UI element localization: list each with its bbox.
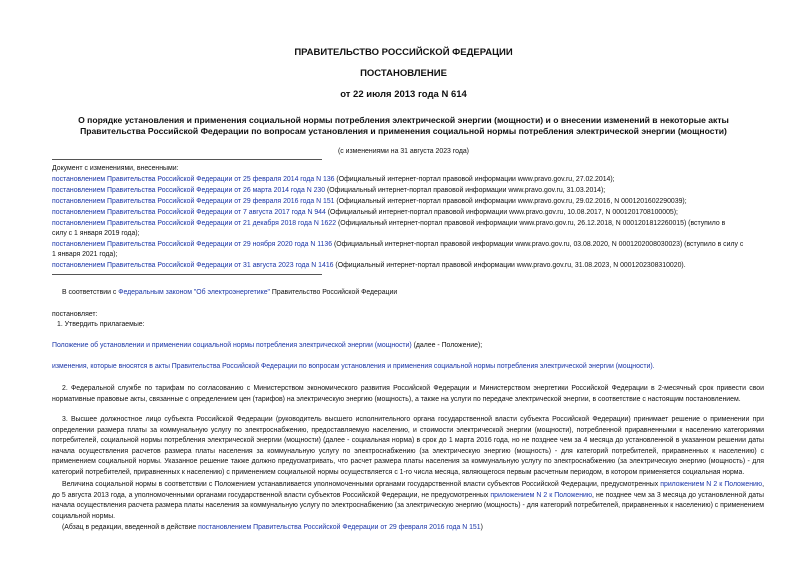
change-item-cont: силу с 1 января 2019 года); xyxy=(52,230,140,237)
change-link[interactable]: постановлением Правительства Российской Федерации от 26 марта 2014 года N 230 xyxy=(52,187,326,194)
appendix-2-link[interactable]: приложением N 2 к Положению xyxy=(660,481,763,488)
change-item: постановлением Правительства Российской Федерации от 21 декабря 2018 года N 1622 (Официальный интернет-портал правовой информации www.pravo.gov.ru, 26.12.2018, N 0001201812260015) (вступило в xyxy=(52,220,726,227)
change-item: постановлением Правительства Российской Федерации от 25 февраля 2014 года N 136 (Официальный интернет-портал правовой информации www.pravo.gov.ru, 27.02.2014); xyxy=(52,176,615,183)
edition-note: (Абзац в редакции, введенной в действие постановлением Правительства Российской Федерации от 29 февраля 2016 года N 151) xyxy=(62,524,483,531)
change-link[interactable]: постановлением Правительства Российской Федерации от 21 декабря 2018 года N 1622 xyxy=(52,220,337,227)
change-link[interactable]: постановлением Правительства Российской Федерации от 7 августа 2017 года N 944 xyxy=(52,209,326,216)
appendix-2-link[interactable]: приложением N 2 к Положению xyxy=(490,491,593,499)
change-item: постановлением Правительства Российской Федерации от 26 марта 2014 года N 230 (Официальный интернет-портал правовой информации www.pravo.gov.ru, 31.03.2014); xyxy=(52,187,606,194)
top-divider xyxy=(52,159,322,160)
approved-item-2 xyxy=(52,362,655,372)
paragraph-2: 2. Федеральной службе по тарифам по согласованию с Министерством экономического развития Российской Федерации и Министерством энергетики Российской Федерации в 2-месячный срок привести свои нормативные правовые акты, связанные с определением цен (тарифов) на электрическую энергию (мощность), а также на услуги по передаче электрической энергии, в соответствие с настоящим постановлением. xyxy=(52,385,764,403)
bottom-divider xyxy=(52,274,322,275)
doc-title-line1: О порядке установления и применения социальной нормы потребления электрической энергии (мощности) и о внесении изменений в некоторые акты xyxy=(78,115,729,125)
doc-type: ПОСТАНОВЛЕНИЕ xyxy=(360,68,447,79)
preamble: В соответствии с Федеральным законом "Об электроэнергетике" Правительство Российской Федерации xyxy=(62,289,398,296)
change-item-cont: 1 января 2021 года); xyxy=(52,251,118,258)
paragraph-1: 1. Утвердить прилагаемые: xyxy=(57,321,145,328)
change-item: постановлением Правительства Российской Федерации от 31 августа 2023 года N 1416 (Официальный интернет-портал правовой информации www.pravo.gov.ru, 31.08.2023, N 0001202308310020). xyxy=(52,262,686,269)
org-name: ПРАВИТЕЛЬСТВО РОССИЙСКОЙ ФЕДЕРАЦИИ xyxy=(294,47,513,58)
resolves-text: постановляет: xyxy=(52,311,98,318)
change-item: постановлением Правительства Российской Федерации от 7 августа 2017 года N 944 (Официальный интернет-портал правовой информации www.pravo.gov.ru, 10.08.2017, N 0001201708100005); xyxy=(52,209,678,216)
paragraph-4: Величина социальной нормы в соответствии с Положением устанавливается уполномоченными органами государственной власти субъектов Российской Федерации, предусмотренных приложением N 2 к Положению, до 5 августа 2013 года, а уполномоченными органами государственной власти субъектов Российской Федерации, не предусмотренных приложением N 2 к Положению, не позднее чем за 3 месяца до установленной даты начала осуществления расчета размера платы населения за коммунальную услугу по электроснабжению (за электрическую энергию (мощность) - для категорий потребителей, приравненных к населению) с применением социальной нормы. xyxy=(52,481,765,520)
change-item: постановлением Правительства Российской Федерации от 29 ноября 2020 года N 1136 (Официальный интернет-портал правовой информации www.pravo.gov.ru, 03.08.2020, N 0001202008030023) (вступило в силу с xyxy=(52,241,744,248)
revision-note: (с изменениями на 31 августа 2023 года) xyxy=(338,148,469,155)
amendments-link[interactable]: изменения, которые вносятся в акты Правительства Российской Федерации по вопросам установления и применения социальной нормы потребления электрической энергии (мощности). xyxy=(52,363,655,370)
change-item: постановлением Правительства Российской Федерации от 29 февраля 2016 года N 151 (Официальный интернет-портал правовой информации www.pravo.gov.ru, 29.02.2016, N 0001201602290039); xyxy=(52,198,687,205)
approved-item-1: Положение об установлении и применении социальной нормы потребления электрической энергии (мощности) (далее - Положение); xyxy=(52,342,483,349)
change-link[interactable]: постановлением Правительства Российской Федерации от 25 февраля 2014 года N 136 xyxy=(52,176,335,183)
change-link[interactable]: постановлением Правительства Российской Федерации от 31 августа 2023 года N 1416 xyxy=(52,262,334,269)
doc-title-line2: Правительства Российской Федерации по вопросам установления и применения социальной нормы потребления электрической энергии (мощности) xyxy=(80,126,727,136)
edition-link[interactable]: постановлением Правительства Российской Федерации от 29 февраля 2016 года N 151 xyxy=(198,524,481,531)
regulation-link[interactable]: Положение об установлении и применении социальной нормы потребления электрической энергии (мощности) xyxy=(52,342,412,349)
federal-law-link[interactable]: Федеральным законом "Об электроэнергетике" xyxy=(118,289,270,296)
change-link[interactable]: постановлением Правительства Российской Федерации от 29 февраля 2016 года N 151 xyxy=(52,198,335,205)
paragraph-3: 3. Высшее должностное лицо субъекта Российской Федерации (руководитель высшего исполнительного органа государственной власти субъекта Российской Федерации) принимает решение о применении при определении размера платы за коммунальную услугу по электроснабжению, предоставляемую населению, и стоимости электрической энергии (мощности), потребленной приравненными к населению категориями потребителей, социальной нормы потребления электрической энергии (мощности) (далее - социальная норма) в срок до 1 марта 2016 года, но не позднее чем за 4 месяца до установленной в указанном решении даты начала осуществления расчетов размера платы населения за коммунальную услугу по электроснабжению (за электрическую энергию (мощность) - для категорий потребителей, приравненных к населению) с применением социальной нормы. Указанное решение также должно предусматривать, что расчет размера платы населения за коммунальную услугу по электроснабжению (за электрическую энергию (мощность) - для категорий потребителей, приравненных к населению) с применением социальной нормы осуществляется с 1-го числа месяца, являющегося первым расчетным периодом, в котором применяется социальная норма. xyxy=(52,416,764,476)
doc-date-number: от 22 июля 2013 года N 614 xyxy=(340,89,467,100)
change-link[interactable]: постановлением Правительства Российской Федерации от 29 ноября 2020 года N 1136 xyxy=(52,241,333,248)
changes-intro: Документ с изменениями, внесенными: xyxy=(52,165,179,172)
